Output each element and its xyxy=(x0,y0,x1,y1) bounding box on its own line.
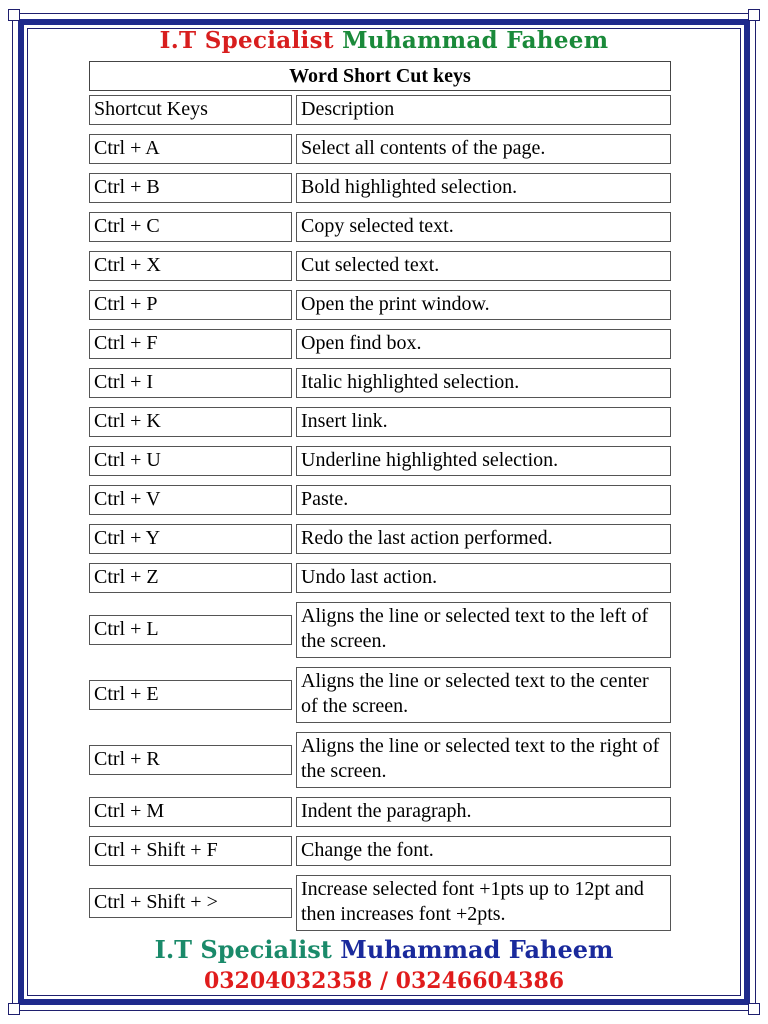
shortcut-key-cell: Ctrl + R xyxy=(89,745,292,775)
border-corner-ornament xyxy=(8,1003,20,1015)
table-row xyxy=(89,797,671,827)
table-row xyxy=(89,667,671,723)
shortcut-key-cell: Ctrl + K xyxy=(89,407,292,437)
description-cell: Insert link. xyxy=(296,407,671,437)
description-cell: Undo last action. xyxy=(296,563,671,593)
description-cell: Redo the last action performed. xyxy=(296,524,671,554)
shortcut-key-cell: Ctrl + F xyxy=(89,329,292,359)
description-cell: Open the print window. xyxy=(296,290,671,320)
description-cell: Increase selected font +1pts up to 12pt and then increases font +2pts. xyxy=(296,875,671,931)
table-row xyxy=(89,368,671,398)
description-cell: Cut selected text. xyxy=(296,251,671,281)
description-cell: Aligns the line or selected text to the center of the screen. xyxy=(296,667,671,723)
table-row xyxy=(89,524,671,554)
description-cell: Aligns the line or selected text to the right of the screen. xyxy=(296,732,671,788)
table-row xyxy=(89,446,671,476)
description-cell: Underline highlighted selection. xyxy=(296,446,671,476)
shortcut-key-cell: Ctrl + I xyxy=(89,368,292,398)
shortcut-key-cell: Ctrl + U xyxy=(89,446,292,476)
border-corner-ornament xyxy=(748,9,760,21)
shortcut-key-cell: Ctrl + Y xyxy=(89,524,292,554)
table-row xyxy=(89,407,671,437)
header-title-prefix: I.T Specialist xyxy=(159,27,343,54)
description-cell: Change the font. xyxy=(296,836,671,866)
shortcut-key-cell: Ctrl + V xyxy=(89,485,292,515)
footer-name-text: Muhammad Faheem xyxy=(340,935,614,964)
shortcut-table xyxy=(89,61,671,940)
shortcut-key-cell: Ctrl + Z xyxy=(89,563,292,593)
shortcut-key-cell: Ctrl + Shift + > xyxy=(89,888,292,918)
description-cell: Bold highlighted selection. xyxy=(296,173,671,203)
shortcut-key-cell: Ctrl + B xyxy=(89,173,292,203)
description-cell: Paste. xyxy=(296,485,671,515)
table-row xyxy=(89,836,671,866)
table-body xyxy=(89,134,671,931)
footer-phone-numbers: 03204032358 / 03246604386 xyxy=(203,968,565,994)
footer-name xyxy=(0,934,768,966)
shortcut-key-cell: Ctrl + E xyxy=(89,680,292,710)
table-caption: Word Short Cut keys xyxy=(89,61,671,91)
description-cell: Italic highlighted selection. xyxy=(296,368,671,398)
shortcut-key-cell: Ctrl + L xyxy=(89,615,292,645)
description-cell: Select all contents of the page. xyxy=(296,134,671,164)
table-row xyxy=(89,212,671,242)
table-row xyxy=(89,563,671,593)
table-row xyxy=(89,134,671,164)
shortcut-key-cell: Ctrl + Shift + F xyxy=(89,836,292,866)
table-header-row xyxy=(89,95,671,125)
table-row xyxy=(89,875,671,931)
footer-name-prefix: I.T Specialist xyxy=(154,935,341,964)
description-cell: Open find box. xyxy=(296,329,671,359)
shortcut-key-cell: Ctrl + A xyxy=(89,134,292,164)
table-row xyxy=(89,173,671,203)
description-cell: Copy selected text. xyxy=(296,212,671,242)
table-row xyxy=(89,602,671,658)
shortcut-key-cell: Ctrl + P xyxy=(89,290,292,320)
border-corner-ornament xyxy=(748,1003,760,1015)
description-cell: Aligns the line or selected text to the left of the screen. xyxy=(296,602,671,658)
border-corner-ornament xyxy=(8,9,20,21)
table-row xyxy=(89,732,671,788)
description-cell: Indent the paragraph. xyxy=(296,797,671,827)
table-row xyxy=(89,251,671,281)
header-title xyxy=(0,26,768,56)
header-cell-description: Description xyxy=(296,95,671,125)
table-row xyxy=(89,485,671,515)
shortcut-key-cell: Ctrl + X xyxy=(89,251,292,281)
header-title-name: Muhammad Faheem xyxy=(342,27,609,54)
table-row xyxy=(89,290,671,320)
table-row xyxy=(89,329,671,359)
shortcut-key-cell: Ctrl + M xyxy=(89,797,292,827)
header-cell-shortcut: Shortcut Keys xyxy=(89,95,292,125)
shortcut-key-cell: Ctrl + C xyxy=(89,212,292,242)
